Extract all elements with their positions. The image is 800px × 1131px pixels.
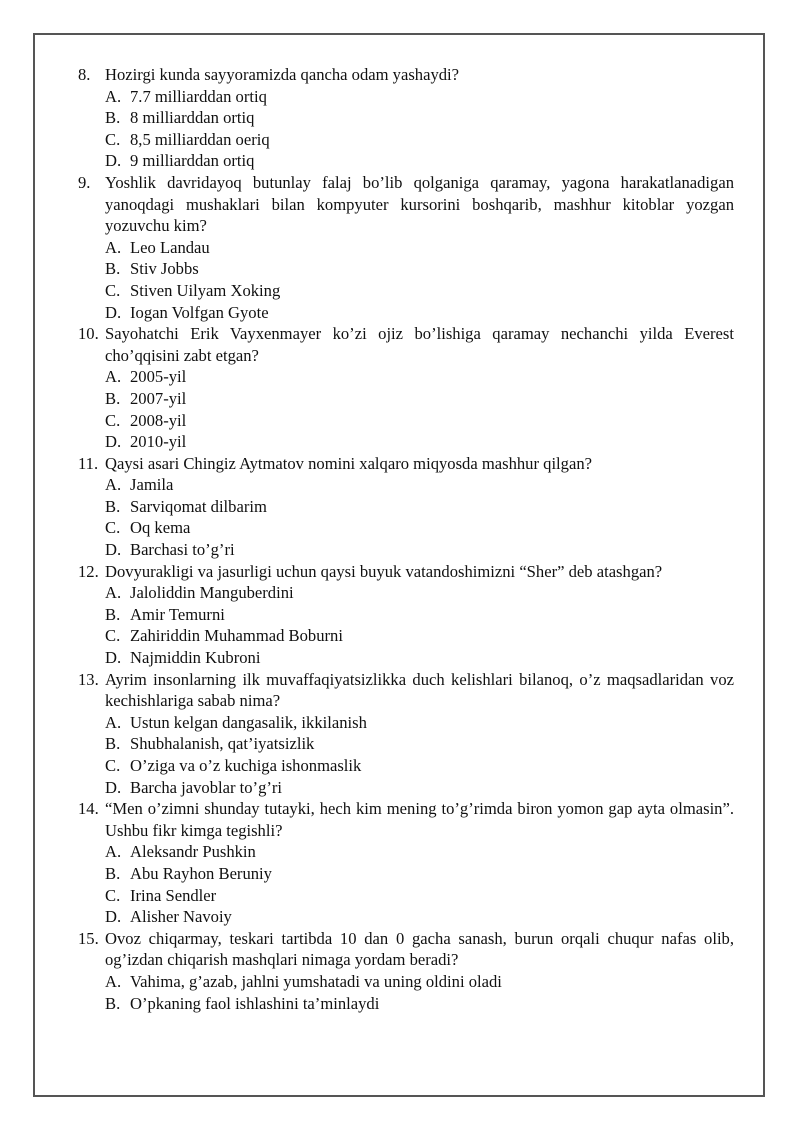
- option-text: Zahiriddin Muhammad Boburni: [130, 626, 343, 646]
- answer-option: [105, 733, 734, 755]
- answer-option: [105, 625, 734, 647]
- option-text: Iogan Volfgan Gyote: [130, 302, 269, 322]
- option-letter: C.: [105, 129, 121, 149]
- option-text: Jamila: [130, 475, 174, 495]
- answer-option: [105, 366, 734, 388]
- option-text: Barchasi to’g’ri: [130, 540, 235, 560]
- answer-option: [105, 86, 734, 108]
- question-block: [78, 561, 734, 669]
- option-letter: C.: [105, 410, 121, 430]
- question-block: [78, 453, 734, 561]
- question: [78, 798, 734, 841]
- question-number: 8.: [78, 65, 91, 84]
- option-text: Sarviqomat dilbarim: [130, 496, 267, 516]
- question-block: [78, 798, 734, 928]
- question: [78, 561, 734, 583]
- answer-options: [78, 712, 734, 798]
- answer-options: [78, 474, 734, 560]
- answer-option: [105, 841, 734, 863]
- question-block: [78, 172, 734, 323]
- answer-option: [105, 302, 734, 324]
- option-letter: D.: [105, 151, 122, 171]
- answer-option: [105, 474, 734, 496]
- option-text: 7.7 milliarddan ortiq: [130, 86, 267, 106]
- option-letter: B.: [105, 496, 121, 516]
- option-letter: C.: [105, 626, 121, 646]
- question-list: [78, 64, 734, 1014]
- option-letter: C.: [105, 518, 121, 538]
- question: [78, 172, 734, 237]
- option-text: Leo Landau: [130, 237, 210, 257]
- answer-option: [105, 712, 734, 734]
- option-text: 2005-yil: [130, 367, 187, 387]
- answer-option: [105, 885, 734, 907]
- answer-options: [78, 971, 734, 1014]
- question-number: 13.: [78, 669, 99, 689]
- question-block: [78, 323, 734, 453]
- question: [78, 669, 734, 712]
- option-letter: D.: [105, 777, 122, 797]
- option-letter: B.: [105, 734, 121, 754]
- option-text: Ustun kelgan dangasalik, ikkilanish: [130, 712, 367, 732]
- answer-options: [78, 237, 734, 323]
- option-letter: B.: [105, 388, 121, 408]
- question-text: Yoshlik davridayoq butunlay falaj bo’lib qolganiga qaramay, yagona harakatlanadigan yanoqdagi mushaklari bilan kompyuter kursorini boshqarib, mashhur kitoblar yozgan yozuvchu kim?: [105, 172, 734, 236]
- answer-option: [105, 863, 734, 885]
- question-number: 14.: [78, 799, 99, 819]
- option-letter: D.: [105, 432, 122, 452]
- question: [78, 453, 734, 475]
- option-text: Vahima, g’azab, jahlni yumshatadi va uning oldini oladi: [130, 971, 502, 991]
- option-letter: D.: [105, 907, 122, 927]
- question-text: Ayrim insonlarning ilk muvaffaqiyatsizlikka duch kelishlari bilanoq, o’z maqsadlaridan voz kechishlariga sabab nima?: [105, 669, 734, 711]
- answer-option: [105, 129, 734, 151]
- option-text: Shubhalanish, qat’iyatsizlik: [130, 734, 315, 754]
- question-number: 15.: [78, 928, 99, 948]
- question-number: 12.: [78, 561, 99, 581]
- answer-option: [105, 971, 734, 993]
- answer-option: [105, 993, 734, 1015]
- option-letter: D.: [105, 302, 122, 322]
- question-block: [78, 928, 734, 1014]
- question: [78, 64, 734, 86]
- question-text: Sayohatchi Erik Vayxenmayer ko’zi ojiz bo’lishiga qaramay nechanchi yilda Everest cho’qqisini zabt etgan?: [105, 324, 734, 365]
- answer-option: [105, 517, 734, 539]
- option-text: Oq kema: [130, 518, 191, 538]
- answer-option: [105, 280, 734, 302]
- answer-option: [105, 647, 734, 669]
- option-letter: A.: [105, 842, 122, 862]
- question-text: Dovyurakligi va jasurligi uchun qaysi buyuk vatandoshimizni “Sher” deb atashgan?: [105, 561, 663, 581]
- option-text: Stiven Uilyam Xoking: [130, 280, 281, 300]
- answer-option: [105, 582, 734, 604]
- option-letter: B.: [105, 108, 121, 128]
- option-letter: A.: [105, 367, 122, 387]
- question-text: Ovoz chiqarmay, teskari tartibda 10 dan 0 gacha sanash, burun orqali chuqur nafas olib, og’izdan chiqarish mashqlari nimaga yordam beradi?: [105, 928, 734, 970]
- answer-option: [105, 431, 734, 453]
- option-text: O’pkaning faol ishlashini ta’minlaydi: [130, 993, 380, 1013]
- option-text: Barcha javoblar to’g’ri: [130, 777, 283, 797]
- answer-option: [105, 906, 734, 928]
- option-text: 2007-yil: [130, 388, 187, 408]
- option-text: O’ziga va o’z kuchiga ishonmaslik: [130, 756, 362, 775]
- option-letter: B.: [105, 604, 121, 624]
- answer-option: [105, 258, 734, 280]
- option-text: 8,5 milliarddan oeriq: [130, 129, 270, 149]
- question-text: “Men o’zimni shunday tutayki, hech kim mening to’g’rimda biron yomon gap ayta olmasin”. Ushbu fikr kimga tegishli?: [105, 799, 734, 840]
- option-letter: C.: [105, 756, 121, 775]
- option-text: 9 milliarddan ortiq: [130, 151, 255, 171]
- option-letter: A.: [105, 971, 122, 991]
- option-text: Irina Sendler: [130, 885, 217, 905]
- answer-option: [105, 410, 734, 432]
- question-text: Qaysi asari Chingiz Aytmatov nomini xalqaro miqyosda mashhur qilgan?: [105, 453, 592, 473]
- option-text: 2008-yil: [130, 410, 187, 430]
- option-text: Najmiddin Kubroni: [130, 648, 261, 668]
- answer-option: [105, 604, 734, 626]
- option-text: Aleksandr Pushkin: [130, 842, 256, 862]
- option-letter: A.: [105, 583, 122, 603]
- option-text: 8 milliarddan ortiq: [130, 108, 255, 128]
- option-letter: A.: [105, 237, 122, 257]
- question: [78, 323, 734, 366]
- option-letter: D.: [105, 540, 122, 560]
- answer-option: [105, 237, 734, 259]
- option-letter: A.: [105, 86, 122, 106]
- option-letter: A.: [105, 475, 122, 495]
- answer-option: [105, 150, 734, 172]
- option-letter: C.: [105, 280, 121, 300]
- option-text: Alisher Navoiy: [130, 907, 232, 927]
- option-letter: A.: [105, 712, 122, 732]
- option-letter: B.: [105, 259, 121, 279]
- option-text: Stiv Jobbs: [130, 259, 199, 279]
- question-text: Hozirgi kunda sayyoramizda qancha odam yashaydi?: [105, 65, 460, 84]
- option-letter: B.: [105, 863, 121, 883]
- option-text: Amir Temurni: [130, 604, 225, 624]
- answer-option: [105, 496, 734, 518]
- question: [78, 928, 734, 971]
- answer-option: [105, 388, 734, 410]
- answer-options: [78, 582, 734, 668]
- option-text: 2010-yil: [130, 432, 187, 452]
- question-number: 9.: [78, 172, 91, 192]
- option-text: Abu Rayhon Beruniy: [130, 863, 272, 883]
- option-letter: C.: [105, 885, 121, 905]
- answer-options: [78, 366, 734, 452]
- question-number: 11.: [78, 453, 99, 473]
- option-text: Jaloliddin Manguberdini: [130, 583, 294, 603]
- answer-option: [105, 107, 734, 129]
- answer-option: [105, 539, 734, 561]
- question-block: [78, 669, 734, 799]
- answer-options: [78, 841, 734, 927]
- option-letter: B.: [105, 993, 121, 1013]
- answer-option: [105, 755, 734, 777]
- answer-option: [105, 777, 734, 799]
- question-block: [78, 64, 734, 172]
- question-number: 10.: [78, 324, 99, 344]
- answer-options: [78, 86, 734, 172]
- option-letter: D.: [105, 648, 122, 668]
